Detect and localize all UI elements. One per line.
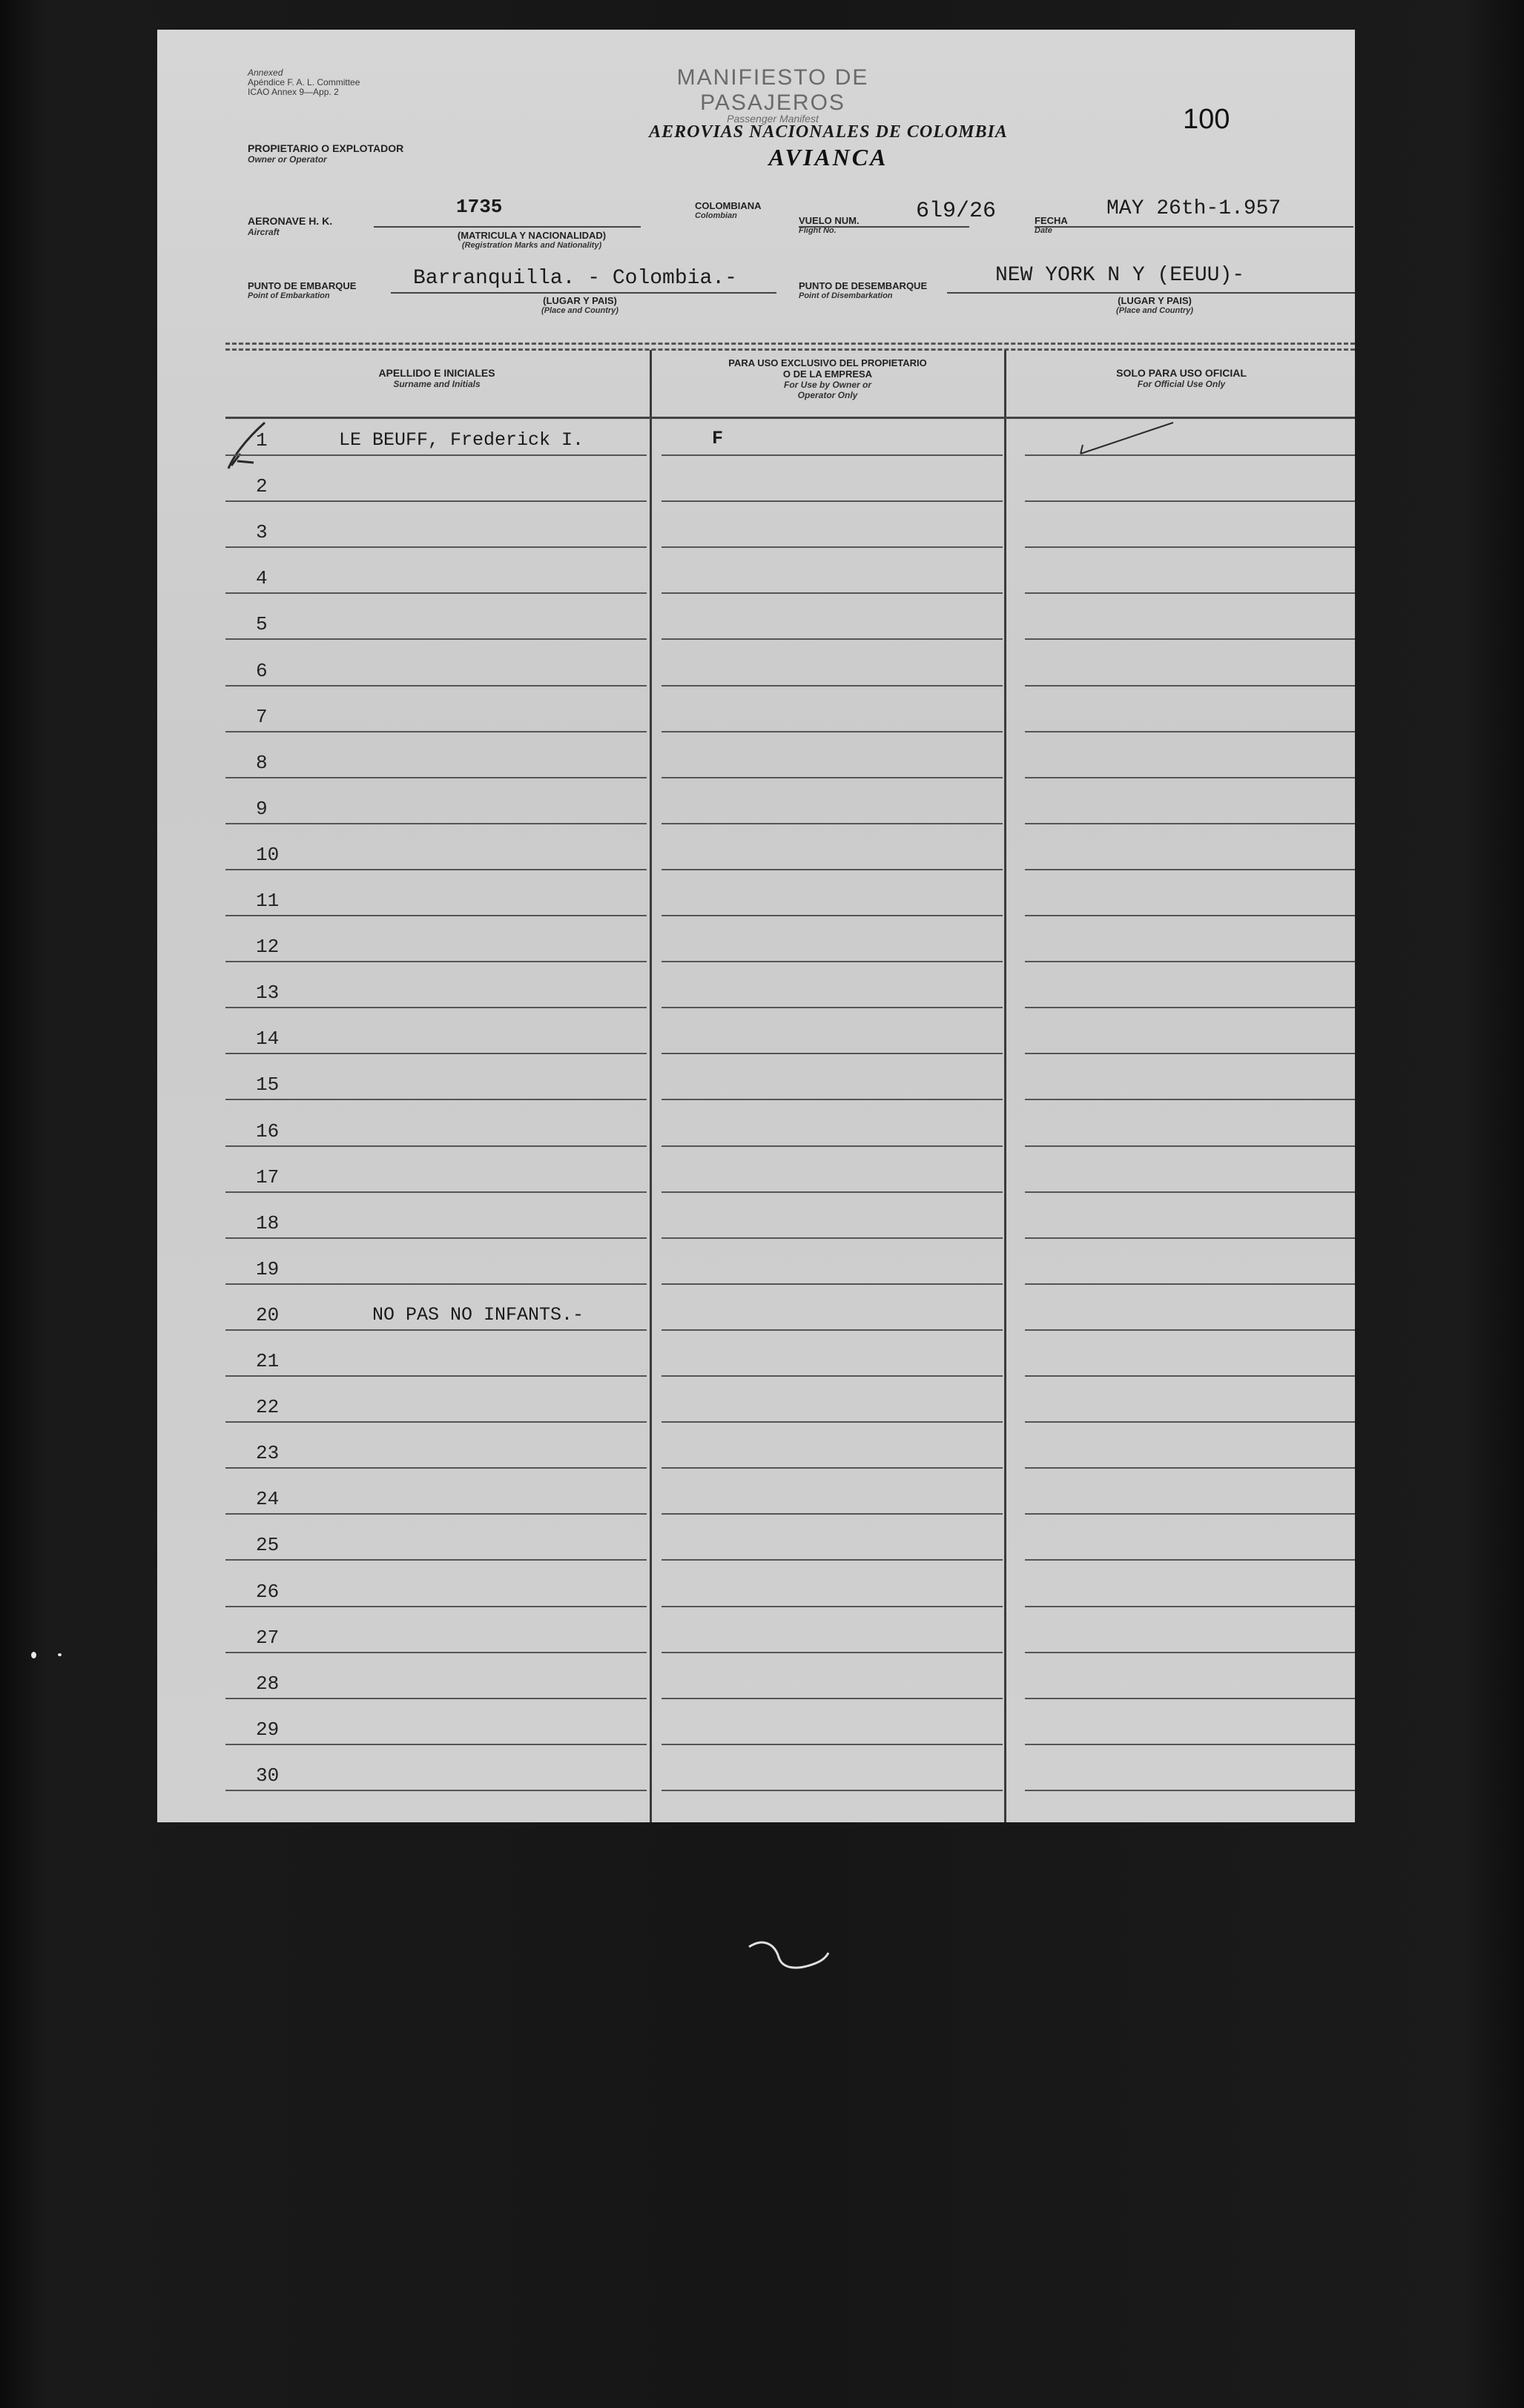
row-rule [225,1513,647,1515]
row-number: 3 [256,521,268,544]
row-rule [1025,685,1355,687]
official-check-mark-icon [1077,415,1181,460]
row-rule [662,777,1003,778]
header-separator [225,343,1355,345]
row-rule [1025,869,1355,870]
row-number: 15 [256,1074,280,1096]
row-rule [1025,1606,1355,1607]
embark-underline [391,292,776,294]
airline-name: AEROVIAS NACIONALES DE COLOMBIA [649,122,1008,142]
row-rule [225,869,647,870]
nationality-block [695,200,762,220]
row-rule [225,592,647,594]
row-number: 23 [256,1442,280,1465]
row-rule [1025,1559,1355,1561]
row-rule [225,1606,647,1607]
row-number: 12 [256,936,280,959]
flight-label: VUELO NUM. [799,215,860,226]
registration-label: (MATRICULA Y NACIONALIDAD) [457,230,607,241]
row-rule [662,1099,1003,1100]
film-speck [58,1653,62,1656]
committee-line: Annexed [248,67,283,78]
row-rule [1025,915,1355,916]
owner-label-block [248,142,403,165]
flight-underline [799,226,969,228]
row-rule [225,1283,647,1285]
embark-place-label-en: (Place and Country) [541,306,618,315]
row-rule [225,638,647,640]
row-number: 8 [256,751,268,774]
row-rule [225,1559,647,1561]
aircraft-underline [374,226,641,228]
row-rule [1025,1145,1355,1147]
row-rule [1025,1053,1355,1054]
row-number: 26 [256,1580,280,1603]
airline-short-name: AVIANCA [768,144,888,171]
column-header-surname [225,367,648,389]
row-number: 5 [256,613,268,636]
row-rule [662,1007,1003,1008]
nationality-en: Colombian [695,211,737,220]
row-rule [662,869,1003,870]
row-rule [1025,1329,1355,1331]
row-rule [225,1237,647,1239]
row-rule [225,1467,647,1469]
row-rule [1025,1652,1355,1653]
registration-caption [439,230,624,250]
owner-use-value: F [712,428,724,449]
column-title-en: For Official Use Only [1137,379,1226,389]
column-title: PARA USO EXCLUSIVO DEL PROPIETARIO [728,357,927,368]
column-divider [1004,350,1006,1822]
disembark-place-label: (LUGAR Y PAIS) [1118,295,1192,306]
row-rule [225,1698,647,1699]
row-number: 1 [256,429,268,452]
row-rule [662,1652,1003,1653]
row-number: 21 [256,1350,280,1372]
registration-label-en: (Registration Marks and Nationality) [461,241,602,250]
row-rule [1025,1744,1355,1745]
owner-label-en: Owner or Operator [248,154,327,165]
disembark-underline [947,292,1355,294]
row-rule [1025,823,1355,824]
owner-label: PROPIETARIO O EXPLOTADOR [248,142,404,154]
passenger-name: NO PAS NO INFANTS.- [372,1303,584,1326]
row-rule [1025,1007,1355,1008]
row-rule [225,1191,647,1193]
row-rule [225,1145,647,1147]
row-rule [662,1421,1003,1423]
row-number: 13 [256,982,280,1005]
passenger-name: LE BEUFF, Frederick I. [339,429,584,451]
row-rule [1025,1513,1355,1515]
aircraft-label-en: Aircraft [248,227,280,237]
row-rule [662,592,1003,594]
row-rule [662,1790,1003,1791]
film-speck [31,1652,36,1658]
row-rule [1025,1375,1355,1377]
row-rule [1025,961,1355,962]
committee-note [248,68,360,97]
row-rule [225,685,647,687]
column-title-en: Operator Only [797,390,858,400]
row-rule [662,1237,1003,1239]
row-number: 28 [256,1672,280,1695]
column-title: APELLIDO E INICIALES [378,367,495,379]
embark-label-block [248,280,356,300]
row-rule [662,1606,1003,1607]
row-rule [1025,1283,1355,1285]
row-rule [1025,592,1355,594]
row-rule [1025,638,1355,640]
date-label: FECHA [1035,215,1068,226]
row-number: 20 [256,1303,280,1326]
row-rule [225,823,647,824]
row-rule [225,500,647,502]
manifest-title: MANIFIESTO DE PASAJEROS [676,65,869,115]
manifest-subtitle: Passenger Manifest [727,113,819,125]
row-rule [662,1467,1003,1469]
row-number: 18 [256,1211,280,1234]
nationality-value: COLOMBIANA [695,200,762,211]
row-rule [225,915,647,916]
flight-label-en: Flight No. [799,226,837,235]
column-title: SOLO PARA USO OFICIAL [1116,367,1247,379]
row-number: 10 [256,843,280,866]
row-rule [662,454,1003,456]
aircraft-label: AERONAVE H. K. [248,215,333,227]
row-rule [225,454,647,456]
date-underline [1035,226,1353,228]
header-separator [225,348,1355,351]
row-rule [1025,500,1355,502]
embark-label: PUNTO DE EMBARQUE [248,280,357,291]
row-number: 24 [256,1488,280,1511]
row-rule [225,546,647,548]
disembark-label-en: Point of Disembarkation [799,291,893,300]
column-title: O DE LA EMPRESA [782,368,873,380]
row-number: 22 [256,1396,280,1419]
row-rule [1025,1191,1355,1193]
disembark-value: NEW YORK N Y (EEUU)- [995,264,1245,287]
embark-label-en: Point of Embarkation [248,291,330,300]
disembark-place-label-en: (Place and Country) [1116,306,1193,315]
row-number: 14 [256,1028,280,1051]
embark-place-caption [506,295,654,315]
row-rule [662,638,1003,640]
date-value: MAY 26th-1.957 [1106,197,1281,220]
row-rule [662,1513,1003,1515]
row-rule [225,1375,647,1377]
row-rule [225,731,647,732]
page-number: 100 [1183,104,1230,135]
row-number: 19 [256,1257,280,1280]
column-title-en: For Use by Owner or [783,380,872,390]
row-rule [1025,1099,1355,1100]
row-rule [1025,1467,1355,1469]
row-number: 9 [256,797,268,820]
aircraft-number: 1735 [456,196,503,218]
row-rule [662,731,1003,732]
row-rule [662,1053,1003,1054]
row-rule [662,961,1003,962]
column-divider [650,350,652,1822]
row-rule [662,1744,1003,1745]
row-rule [662,685,1003,687]
column-header-owner [653,357,1003,400]
manifest-title-block [602,65,943,125]
committee-line: Apéndice F. A. L. Committee [248,77,360,87]
row-rule [1025,546,1355,548]
row-rule [1025,1237,1355,1239]
row-rule [662,500,1003,502]
column-header-official [1007,367,1355,389]
row-rule [662,1375,1003,1377]
row-number: 2 [256,475,268,498]
row-rule [1025,731,1355,732]
airline-block [561,122,1095,171]
row-rule [225,1099,647,1100]
row-rule [662,1559,1003,1561]
row-number: 27 [256,1626,280,1649]
date-label-en: Date [1035,226,1052,235]
row-rule [225,1744,647,1745]
row-rule [225,1790,647,1791]
film-scratch-mark [745,1934,834,1978]
column-title-en: Surname and Initials [393,379,481,389]
row-rule [662,1698,1003,1699]
row-rule [1025,1790,1355,1791]
disembark-label: PUNTO DE DESEMBARQUE [799,280,928,291]
row-rule [1025,1698,1355,1699]
row-number: 4 [256,567,268,590]
row-rule [225,1652,647,1653]
date-label-block [1035,215,1068,235]
row-rule [1025,777,1355,778]
row-number: 25 [256,1534,280,1557]
row-number: 29 [256,1718,280,1741]
row-rule [662,1329,1003,1331]
row-rule [1025,1421,1355,1423]
flight-label-block [799,215,860,235]
committee-line: ICAO Annex 9—App. 2 [248,87,339,97]
embark-place-label: (LUGAR Y PAIS) [543,295,617,306]
row-number: 17 [256,1165,280,1188]
column-header-bottom-rule [225,417,1355,419]
row-rule [225,1007,647,1008]
row-rule [225,961,647,962]
embark-value: Barranquilla. - Colombia.- [413,267,737,290]
row-rule [662,1191,1003,1193]
row-rule [1025,454,1355,456]
row-number: 16 [256,1119,280,1142]
row-number: 30 [256,1764,280,1787]
manifest-sheet [157,30,1355,1822]
disembark-label-block [799,280,927,300]
disembark-place-caption [1081,295,1229,315]
row-rule [662,1145,1003,1147]
row-number: 6 [256,659,268,682]
row-rule [662,546,1003,548]
row-rule [662,1283,1003,1285]
row-number: 11 [256,890,280,912]
flight-number: 6l9/26 [916,199,997,224]
row-rule [225,1053,647,1054]
row-rule [225,777,647,778]
row-number: 7 [256,705,268,728]
aircraft-label-block [248,215,332,237]
row-rule [225,1421,647,1423]
row-rule [225,1329,647,1331]
row-rule [662,915,1003,916]
row-rule [662,823,1003,824]
